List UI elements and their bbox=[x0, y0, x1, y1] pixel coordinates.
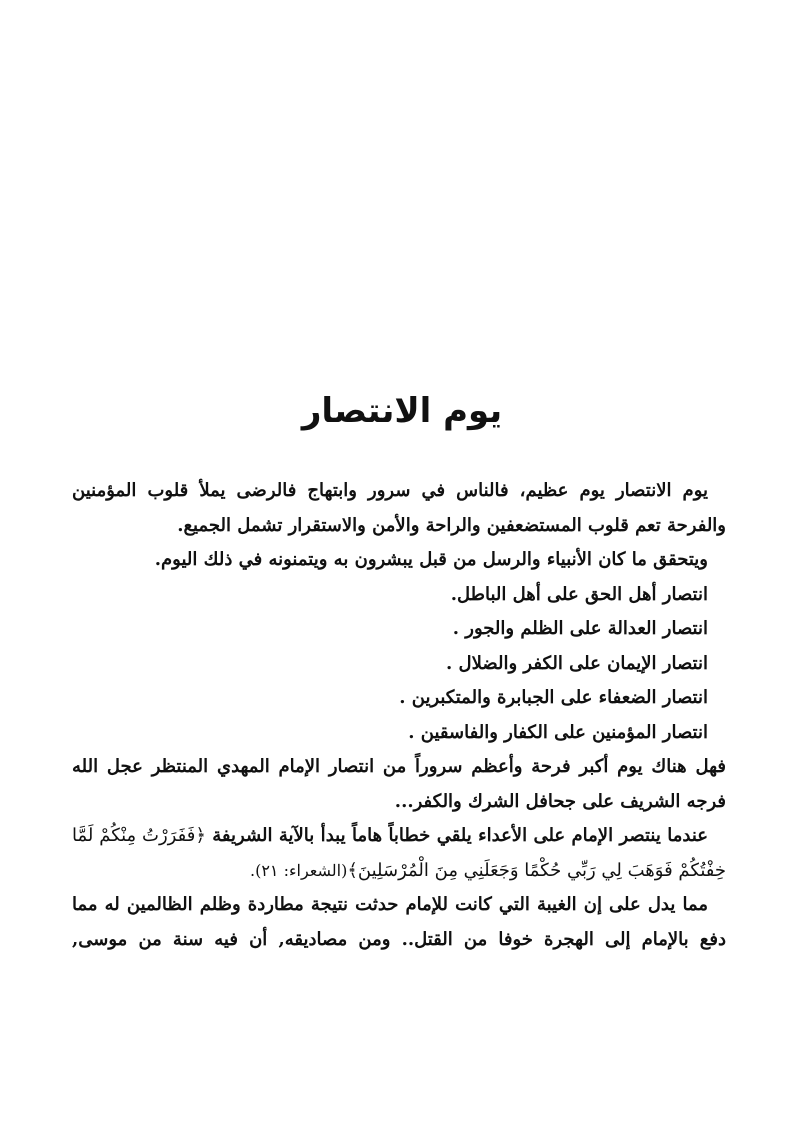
verse-reference: (الشعراء: ٢١). bbox=[250, 860, 348, 880]
list-item: انتصار العدالة على الظلم والجور . bbox=[452, 618, 708, 639]
document-body bbox=[72, 474, 726, 957]
list-item: انتصار الضعفاء على الجبابرة والمتكبرين . bbox=[399, 687, 708, 708]
paragraph-occultation: مما يدل على إن الغيبة التي كانت للإمام حدثت نتيجة مطاردة وظلم الظالمين له مما دفع بالإمام إلى الهجرة خوفا من القتل.. ومن مصاديقه, أن فيه سنة من موسى, bbox=[72, 894, 726, 950]
list-item: انتصار أهل الحق على أهل الباطل. bbox=[450, 583, 708, 605]
paragraph-question: فهل هناك يوم أكبر فرحة وأعظم سروراً من انتصار الإمام المهدي المنتظر عجل الله فرجه الشريف على جحافل الشرك والكفر... bbox=[72, 756, 726, 812]
page-title: يوم الانتصار bbox=[301, 391, 503, 431]
paragraph-prophets: ويتحقق ما كان الأنبياء والرسل من قبل يبشرون به ويتمنونه في ذلك اليوم. bbox=[154, 549, 708, 570]
paragraph-intro: يوم الانتصار يوم عظيم، فالناس في سرور وابتهاج فالرضى يملأ قلوب المؤمنين والفرحة تعم قلوب المستضعفين والراحة والأمن والاستقرار تشمل الجميع. bbox=[72, 480, 726, 536]
quran-verse: ﴿فَفَرَرْتُ مِنْكُمْ لَمَّا خِفْتُكُمْ فَوَهَبَ لِي رَبِّي حُكْمًا وَجَعَلَنِي مِنَ الْمُرْسَلِينَ﴾ bbox=[72, 825, 726, 881]
speech-intro-text: عندما ينتصر الإمام على الأعداء يلقي خطاباً هاماً يبدأ بالآية الشريفة bbox=[212, 825, 708, 846]
paragraph-speech bbox=[72, 819, 726, 888]
list-item: انتصار الإيمان على الكفر والضلال . bbox=[446, 652, 708, 674]
list-item: انتصار المؤمنين على الكفار والفاسقين . bbox=[408, 721, 708, 743]
